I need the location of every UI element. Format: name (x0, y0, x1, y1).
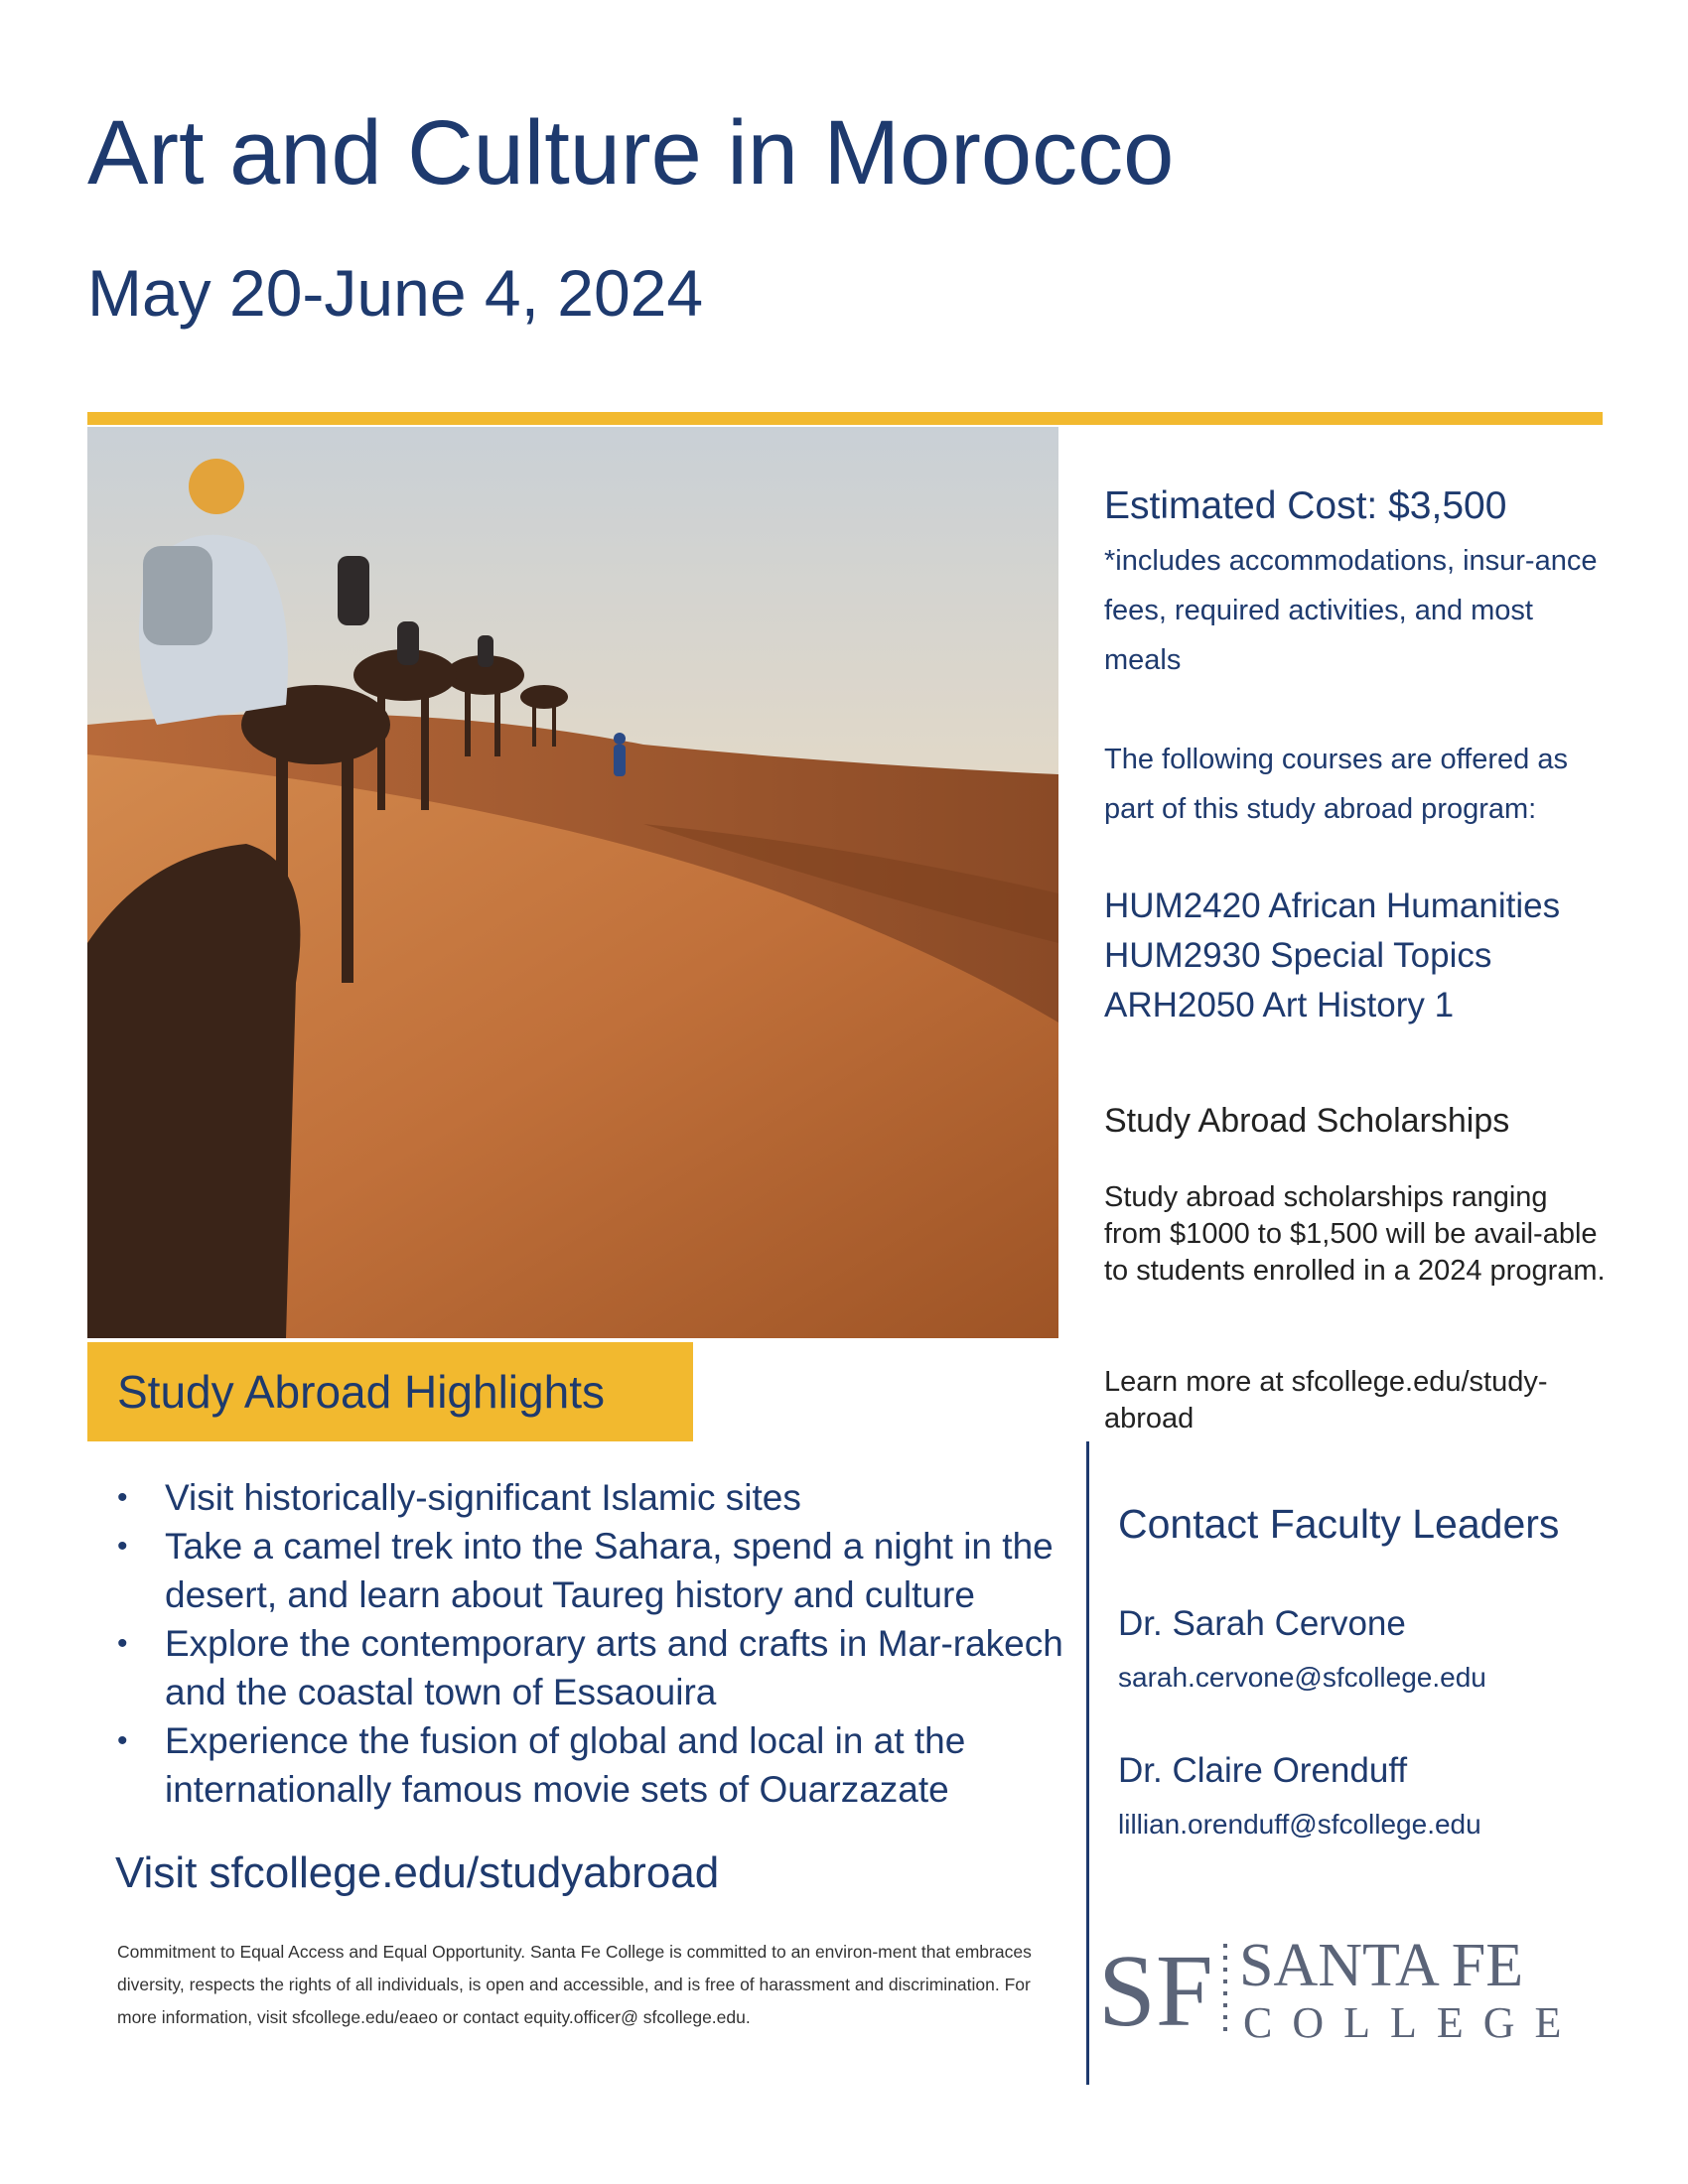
list-item: • Visit historically-significant Islamic sites (109, 1473, 1082, 1522)
page-title: Art and Culture in Morocco (87, 102, 1175, 204)
vertical-divider (1086, 1441, 1089, 2085)
bullet-icon: • (117, 1530, 128, 1563)
list-item: • Experience the fusion of global and local in at the internationally famous movie sets of Ouarzazate (109, 1716, 1082, 1814)
course-item: ARH2050 Art History 1 (1104, 986, 1455, 1024)
bullet-icon: • (117, 1724, 128, 1757)
highlights-heading: Study Abroad Highlights (117, 1366, 605, 1418)
program-dates: May 20-June 4, 2024 (87, 256, 704, 330)
learn-more-link[interactable]: Learn more at sfcollege.edu/study-abroad (1104, 1366, 1548, 1434)
highlights-list (109, 1473, 1082, 1814)
leader-email[interactable]: lillian.orenduff@sfcollege.edu (1118, 1809, 1481, 1840)
leader-name: Dr. Sarah Cervone (1118, 1604, 1406, 1643)
highlights-banner (87, 1342, 693, 1441)
desert-camel-trek-photo (87, 427, 1058, 1338)
scholarships-body: Study abroad scholarships ranging from $1000 to $1,500 will be avail-able to students enrolled in a 2024 program. (1104, 1181, 1606, 1287)
estimated-cost: Estimated Cost: $3,500 (1104, 484, 1507, 527)
course-list (1104, 882, 1609, 1030)
scholarships-title: Study Abroad Scholarships (1104, 1102, 1510, 1140)
logo-monogram: SF (1098, 1934, 1213, 2048)
contact-title: Contact Faculty Leaders (1118, 1501, 1560, 1547)
santa-fe-college-logo (1098, 1934, 1565, 2049)
gold-divider (87, 412, 1603, 425)
course-item: HUM2420 African Humanities (1104, 887, 1561, 925)
visit-link[interactable]: Visit sfcollege.edu/studyabroad (115, 1848, 720, 1897)
list-item: • Explore the contemporary arts and crafts in Mar-rakech and the coastal town of Essaouira (109, 1619, 1082, 1716)
cost-note: *includes accommodations, insur-ance fees, required activities, and most meals (1104, 545, 1598, 676)
list-item: • Take a camel trek into the Sahara, spend a night in the desert, and learn about Taureg history and culture (109, 1522, 1082, 1619)
bullet-icon: • (117, 1481, 128, 1514)
bullet-icon: • (117, 1627, 128, 1660)
leader-name: Dr. Claire Orenduff (1118, 1751, 1408, 1790)
logo-name-line1: SANTA FE (1239, 1934, 1524, 1999)
equal-opportunity-statement: Commitment to Equal Access and Equal Opportunity. Santa Fe College is committed to an environ-ment that embraces diversity, respects the rights of all individuals, is open and accessible, and is free of harassment and discrimination. For more information, visit sfcollege.edu/eaeo or contact equity.officer@ sfcollege.edu. (117, 1942, 1032, 2027)
course-item: HUM2930 Special Topics (1104, 936, 1492, 975)
logo-name-line2: COLLEGE (1243, 1998, 1565, 2047)
courses-intro: The following courses are offered as part of this study abroad program: (1104, 744, 1568, 825)
leader-email[interactable]: sarah.cervone@sfcollege.edu (1118, 1662, 1486, 1693)
